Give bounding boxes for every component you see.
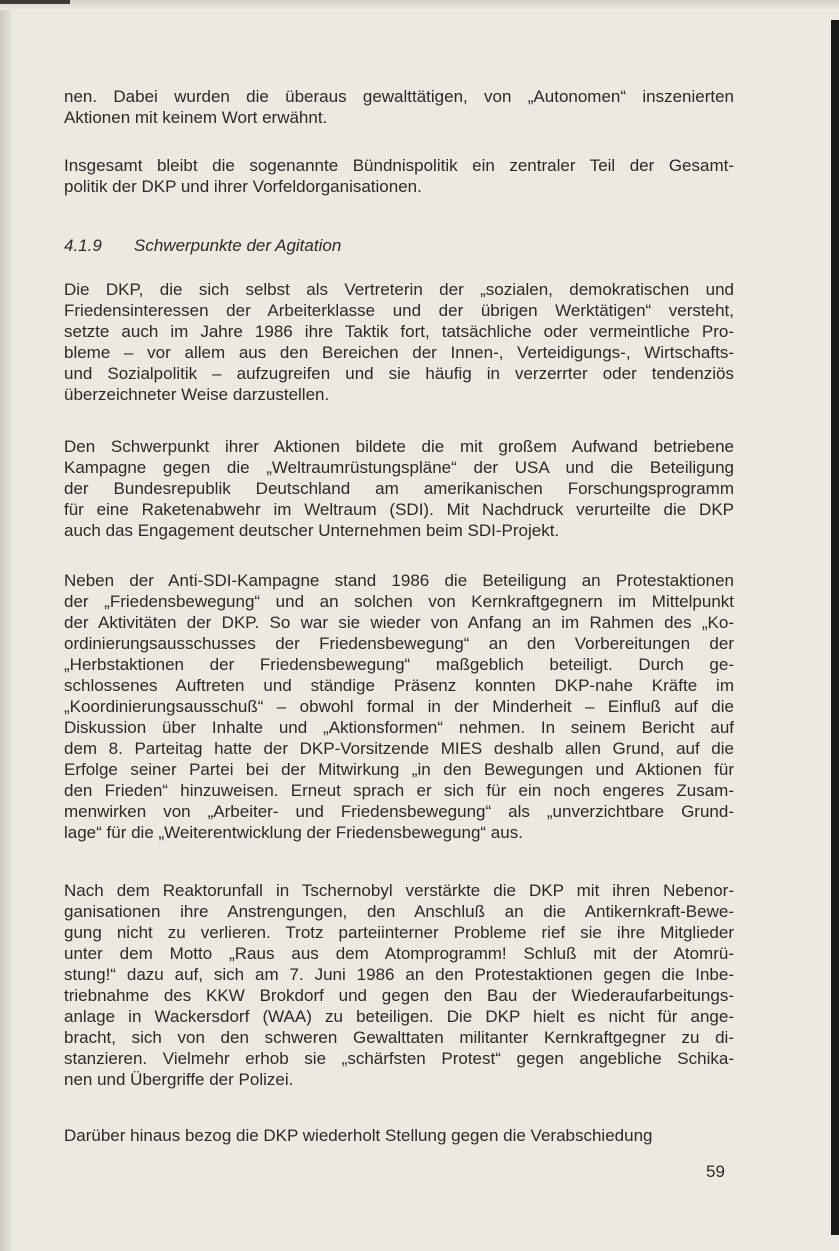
text-line: überzeichneter Weise darzustellen. (64, 385, 330, 404)
text-line: Friedensinteressen der Arbeiterklasse und der übrigen Werktätigen“ versteht, (64, 301, 734, 320)
paragraph-continuation (64, 1125, 734, 1146)
text-line: der Bundesrepublik Deutschland am amerikanischen Forschungsprogramm (64, 479, 734, 498)
paragraph-summary (64, 155, 734, 197)
page-edge-left (0, 0, 12, 1251)
page-edge-right (831, 20, 839, 1235)
text-line: politik der DKP und ihrer Vorfeldorganisationen. (64, 177, 422, 196)
text-line: anlage in Wackersdorf (WAA) zu beteiligen. Die DKP hielt es nicht für ange- (64, 1007, 734, 1026)
page-number: 59 (706, 1162, 725, 1181)
text-line: Erfolge seiner Partei bei der Mitwirkung „in den Bewegungen und Aktionen für (64, 760, 734, 779)
section-heading (64, 236, 341, 256)
paragraph-intro (64, 86, 734, 128)
text-line: gung nicht zu verlieren. Trotz parteiinterner Probleme rief sie ihre Mitglieder (64, 923, 734, 942)
text-line: ganisationen ihre Anstrengungen, den Anschluß an die Antikernkraft-Bewe- (64, 902, 734, 921)
text-line: der „Friedensbewegung“ und an solchen von Kernkraftgegnern im Mittelpunkt (64, 592, 734, 611)
text-line: und Sozialpolitik – aufzugreifen und sie häufig in verzerrter oder tendenziös (64, 364, 734, 383)
text-line: lage“ für die „Weiterentwicklung der Friedensbewegung“ aus. (64, 823, 523, 842)
paragraph-peace-movement (64, 570, 734, 843)
section-title: Schwerpunkte der Agitation (134, 236, 342, 255)
text-line: schlossenes Auftreten und ständige Präsenz konnten DKP-nahe Kräfte im (64, 676, 734, 695)
text-line: bleme – vor allem aus den Bereichen der Innen-, Verteidigungs-, Wirtschafts- (64, 343, 734, 362)
paragraph-dkp-tactics (64, 279, 734, 405)
text-line: der Aktivitäten der DKP. So war sie wieder von Anfang an im Rahmen des „Ko- (64, 613, 734, 632)
text-line: stanzieren. Vielmehr erhob sie „schärfsten Protest“ gegen angebliche Schika- (64, 1049, 734, 1068)
text-line: menwirken von „Arbeiter- und Friedensbewegung“ als „unverzichtbare Grund- (64, 802, 734, 821)
page-edge-top (0, 0, 839, 10)
text-line: Den Schwerpunkt ihrer Aktionen bildete die mit großem Aufwand betriebene (64, 437, 734, 456)
text-line: nen. Dabei wurden die überaus gewalttätigen, von „Autonomen“ inszenierten (64, 87, 734, 106)
text-line: Die DKP, die sich selbst als Vertreterin der „sozialen, demokratischen und (64, 280, 734, 299)
text-line: Insgesamt bleibt die sogenannte Bündnispolitik ein zentraler Teil der Gesamt- (64, 156, 734, 175)
paragraph-chernobyl (64, 880, 734, 1090)
text-line: setzte auch im Jahre 1986 ihre Taktik fort, tatsächliche oder vermeintliche Pro- (64, 322, 734, 341)
text-line: dem 8. Parteitag hatte der DKP-Vorsitzende MIES deshalb allen Grund, auf die (64, 739, 734, 758)
paragraph-sdi-campaign (64, 436, 734, 541)
text-line: Neben der Anti-SDI-Kampagne stand 1986 die Beteiligung an Protestaktionen (64, 571, 734, 590)
text-line: Darüber hinaus bezog die DKP wiederholt Stellung gegen die Verabschiedung (64, 1126, 653, 1145)
text-line: stung!“ dazu auf, sich am 7. Juni 1986 an den Protestaktionen gegen die Inbe- (64, 965, 734, 984)
scan-mark (0, 0, 70, 4)
text-line: triebnahme des KKW Brokdorf und gegen den Bau der Wiederaufarbeitungs- (64, 986, 734, 1005)
text-line: auch das Engagement deutscher Unternehmen beim SDI-Projekt. (64, 521, 560, 540)
text-line: für eine Raketenabwehr im Weltraum (SDI). Mit Nachdruck verurteilte die DKP (64, 500, 734, 519)
text-line: „Herbstaktionen der Friedensbewegung“ maßgeblich beteiligt. Durch ge- (64, 655, 734, 674)
text-line: Nach dem Reaktorunfall in Tschernobyl verstärkte die DKP mit ihren Nebenor- (64, 881, 734, 900)
section-number: 4.1.9 (64, 236, 102, 255)
text-line: nen und Übergriffe der Polizei. (64, 1070, 294, 1089)
text-line: Kampagne gegen die „Weltraumrüstungspläne“ der USA und die Beteiligung (64, 458, 734, 477)
text-line: bracht, sich von den schweren Gewalttaten militanter Kernkraftgegner zu di- (64, 1028, 734, 1047)
text-line: Aktionen mit keinem Wort erwähnt. (64, 108, 328, 127)
text-line: Diskussion über Inhalte und „Aktionsformen“ nehmen. In seinem Bericht auf (64, 718, 734, 737)
text-line: den Frieden“ hinzuweisen. Erneut sprach er sich für ein noch engeres Zusam- (64, 781, 734, 800)
text-line: unter dem Motto „Raus aus dem Atomprogramm! Schluß mit der Atomrü- (64, 944, 734, 963)
text-line: „Koordinierungsausschuß“ – obwohl formal in der Minderheit – Einfluß auf die (64, 697, 734, 716)
text-line: ordinierungsausschusses der Friedensbewegung“ an den Vorbereitungen der (64, 634, 734, 653)
